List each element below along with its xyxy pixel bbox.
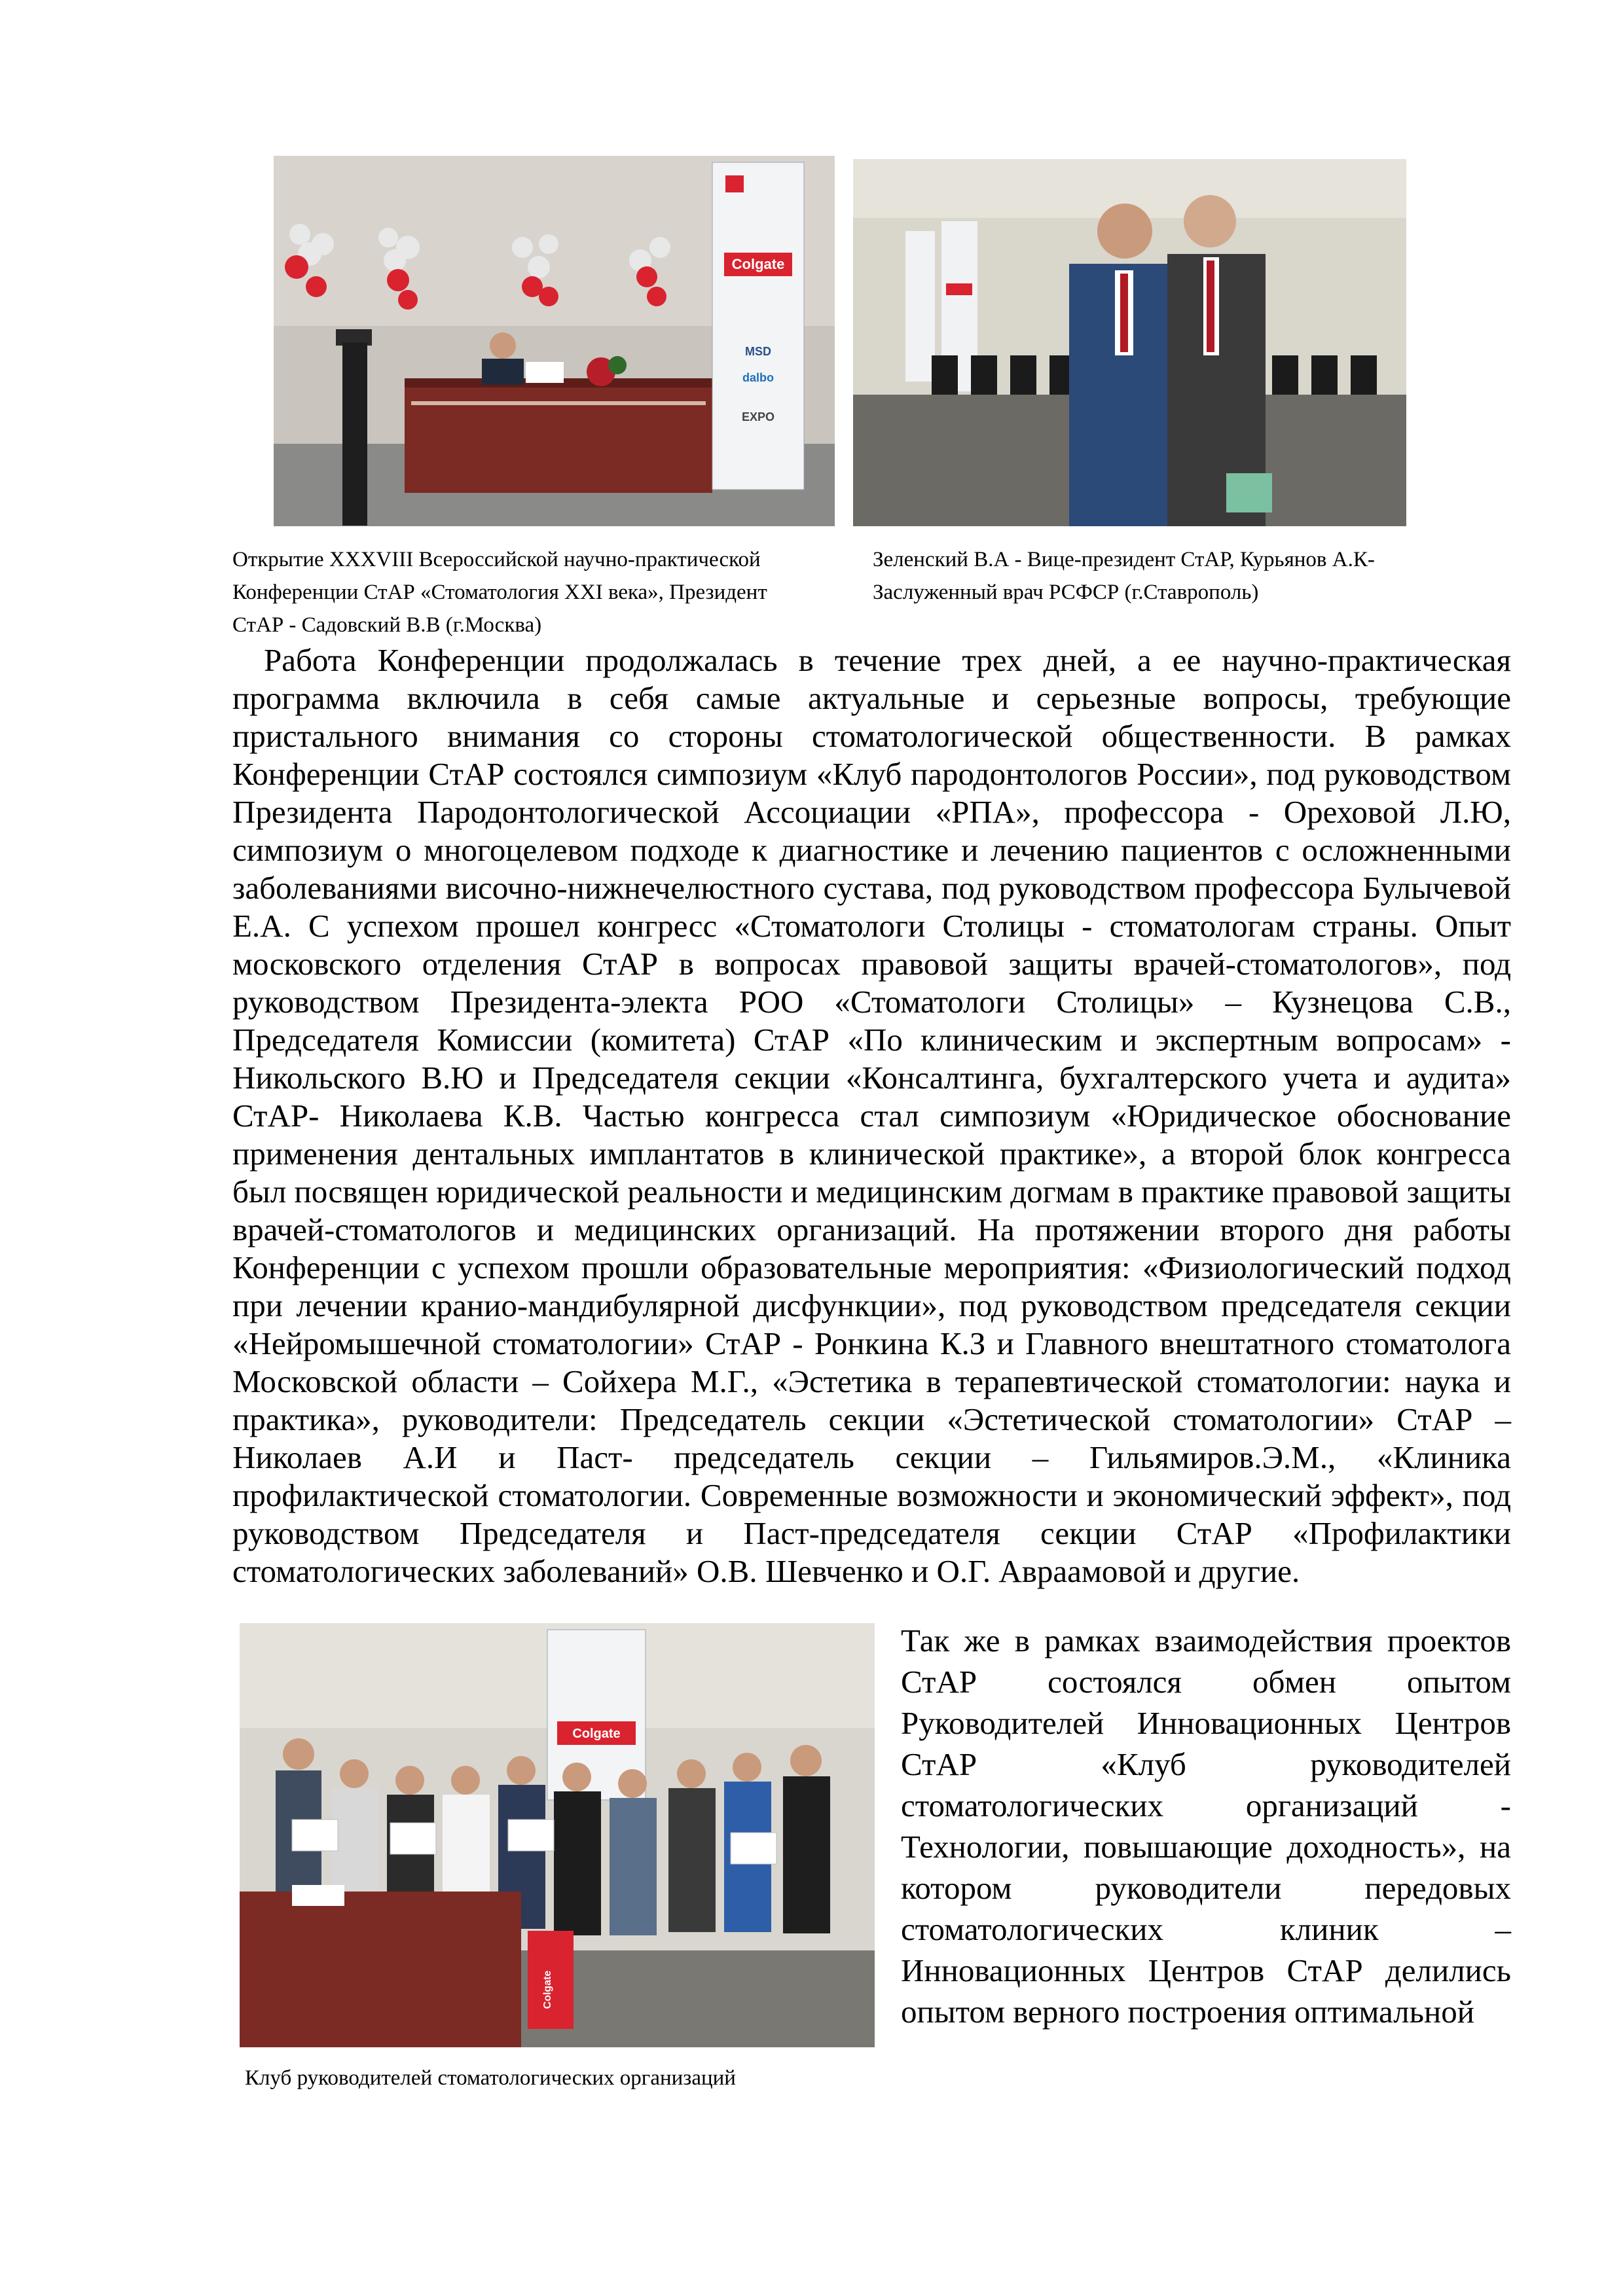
banner-sponsor-1: MSD bbox=[745, 345, 771, 358]
banner-sponsor-2: dalbo bbox=[742, 371, 774, 384]
caption-zelensky: Зеленский В.А - Вице-президент СтАР, Курьянов А.К- Заслуженный врач РСФСР (г.Ставрополь) bbox=[873, 548, 1375, 604]
photo-conference-opening bbox=[274, 156, 835, 526]
club-box-brand: Colgate bbox=[542, 1970, 553, 2009]
banner-sponsor-3: EXPO bbox=[741, 410, 775, 423]
caption-club: Клуб руководителей стоматологических организаций bbox=[245, 2066, 736, 2090]
body-paragraph-text: Работа Конференции продолжалась в течение трех дней, а ее научно-практическая программа включила в себя самые актуальные и серьезные вопросы, требующие пристального внимания со стороны стоматологической общественности. В рамках Конференции СтАР состоялся симпозиум «Клуб пародонтологов России», под руководством Президента Пародонтологической Ассоциации «РПА», профессора - Ореховой Л.Ю, симпозиум о многоцелевом подходе к диагностике и лечению пациентов с осложненными заболеваниями височно-нижнечелюстного сустава, под руководством профессора Булычевой Е.А. С успехом прошел конгресс «Стоматологи Столицы - стоматологам страны. Опыт московского отделения СтАР в вопросах правовой защиты врачей-стоматологов», под руководством Президента-электа РОО «Стоматологи Столицы» – Кузнецова С.В., Председателя Комиссии (комитета) СтАР «По клиническим и экспертным вопросам» - Никольского В.Ю и Председателя секции «Консалтинга, бухгалтерского учета и аудита» СтАР- Николаева К.В. Частью конгресса стал симпозиум «Юридическое обоснование применения дентальных имплантатов в клинической практике», а второй блок конгресса был посвящен юридической реальности и медицинским догмам в практике правовой защиты врачей-стоматологов и медицинских организаций. На протяжении второго дня работы Конференции с успехом прошли образовательные мероприятия: «Физиологический подход при лечении кранио-мандибулярной дисфункции», под руководством председателя секции «Нейромышечной стоматологии» СтАР - Ронкина К.З и Главного внештатного стоматолога Московской области – Сойхера М.Г., «Эстетика в терапевтической стоматологии: наука и практика», руководители: Председатель секции «Эстетической стоматологии» СтАР – Николаев А.И и Паст- председатель секции – Гильямиров.Э.М., «Клиника профилактической стоматологии. Современные возможности и экономический эффект», под руководством Председателя и Паст-председателя секции СтАР «Профилактики стоматологических заболеваний» О.В. Шевченко и О.Г. Авраамовой и другие. bbox=[232, 642, 1511, 1589]
caption-opening: Открытие XXXVIII Всероссийской научно-практической Конференции СтАР «Стоматология XXI века», Президент СтАР - Садовский В.В (г.Москва) bbox=[232, 548, 767, 637]
side-paragraph: Так же в рамках взаимодействия проектов СтАР состоялся обмен опытом Руководителей Инновационных Центров СтАР «Клуб руководителей стоматологических организаций - Технологии, повышающие доходность», на котором руководители передовых стоматологических клиник – Инновационных Центров СтАР делились опытом верного построения оптимальной bbox=[901, 1623, 1511, 2030]
club-banner-brand: Colgate bbox=[572, 1727, 621, 1741]
photo-club-leaders bbox=[240, 1623, 875, 2047]
banner-brand: Colgate bbox=[731, 256, 785, 272]
photo-zelensky-kuryanov bbox=[853, 159, 1406, 526]
body-paragraph bbox=[232, 641, 1511, 1590]
